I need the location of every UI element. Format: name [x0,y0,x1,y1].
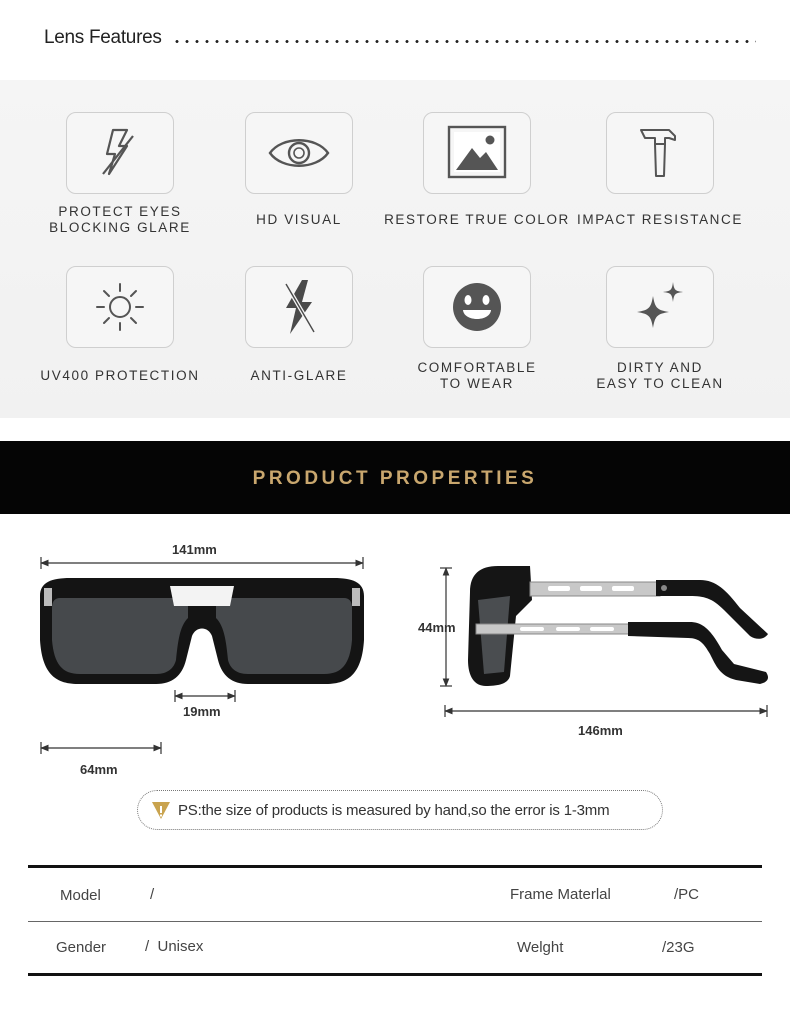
frame-material-value: /PC [674,886,700,903]
feature-label: COMFORTABLE TO WEAR [417,360,537,391]
feature-label: ANTI-GLARE [250,368,348,383]
lens-width-label: 64mm [80,762,118,777]
frame-material-label: Frame Materlal [510,886,611,903]
spec-table-divider [28,921,762,922]
weight-value: /23G [662,939,695,956]
feature-label: UV400 PROTECTION [40,368,200,383]
feature-label: IMPACT RESISTANCE [577,212,743,227]
model-label: Model [60,887,101,904]
feature-label: DIRTY AND EASY TO CLEAN [596,360,724,391]
frame-width-label: 141mm [172,542,217,557]
feature-label: RESTORE TRUE COLOR [384,212,570,227]
product-properties-title: PRODUCT PROPERTIES [252,468,538,489]
spec-table-bottom-border [28,973,762,976]
gender-label: Gender [56,939,107,956]
bridge-width-label: 19mm [183,704,221,719]
weight-label: Welght [517,939,564,956]
temple-length-label: 146mm [578,723,623,738]
model-value: / [150,886,155,903]
lens-features-title: Lens Features [44,27,162,48]
glasses-side-view [468,566,768,686]
feature-label: PROTECT EYES BLOCKING GLARE [49,204,191,235]
gender-value: / Unisex [145,938,204,955]
lens-height-label: 44mm [418,620,456,635]
measurement-note [137,790,663,830]
spec-table-top-border [28,865,762,868]
glasses-front-view [40,578,364,684]
feature-label: HD VISUAL [256,212,342,227]
measurement-note-text: PS:the size of products is measured by hand,so the error is 1-3mm [178,801,610,819]
warning-icon [150,799,172,821]
